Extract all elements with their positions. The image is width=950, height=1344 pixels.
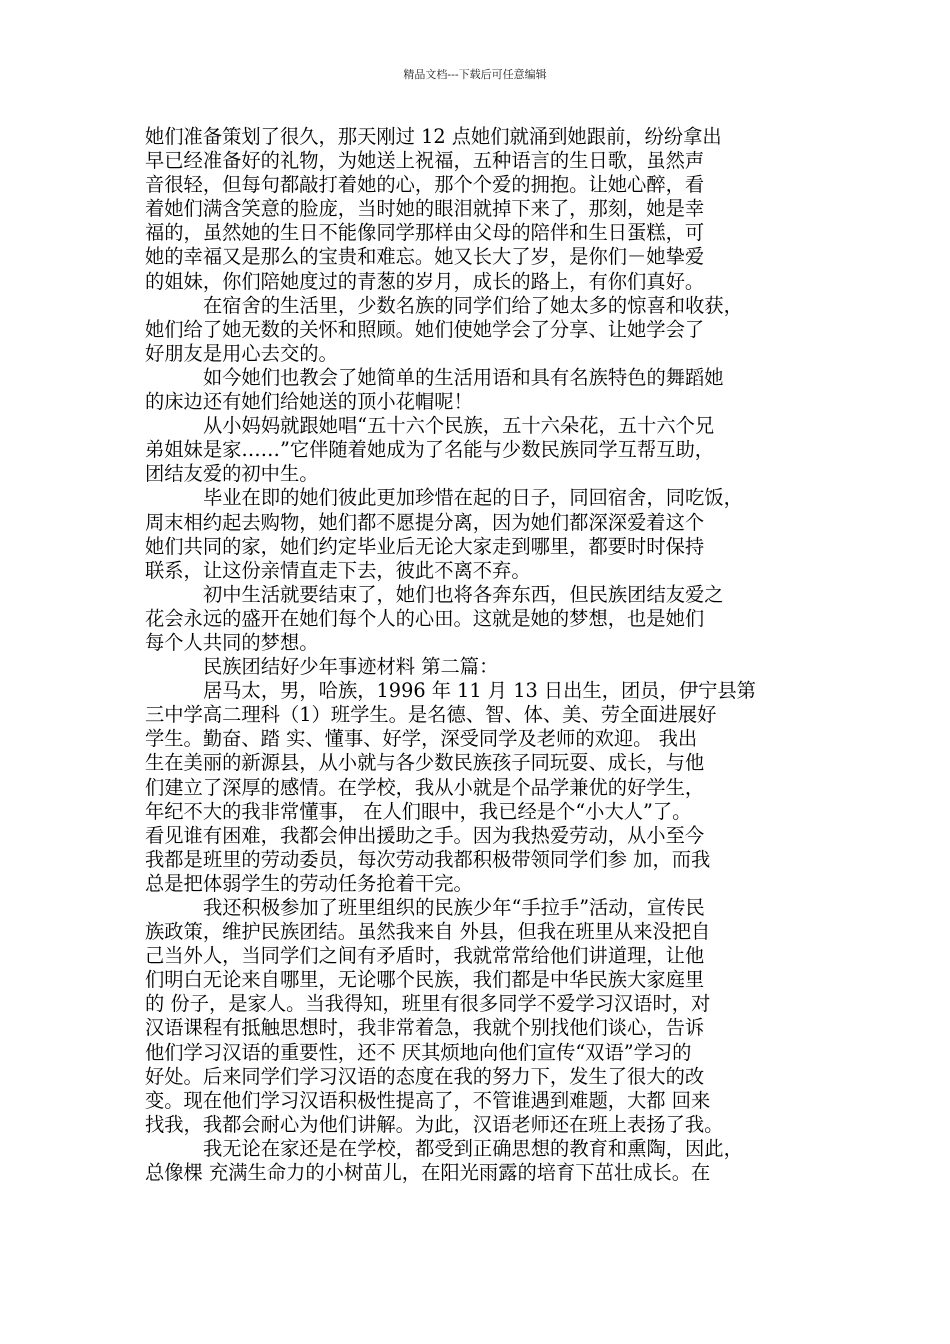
text-line: 她们共同的家，她们约定毕业后无论大家走到哪里，都要时时保持 [145, 534, 705, 558]
text-line: 变。现在他们学习汉语积极性提高了，不管谁遇到难题，大都 回来 [145, 1088, 711, 1112]
text-line: 她的幸福又是那么的宝贵和难忘。她又长大了岁，是你们－她挚爱 [145, 245, 705, 269]
text-line: 好朋友是用心去交的。 [145, 341, 338, 365]
text-line: 周末相约起去购物，她们都不愿提分离，因为她们都深深爱着这个 [145, 510, 705, 534]
text-line: 的床边还有她们给她送的顶小花帽呢！ [145, 390, 473, 414]
text-line: 在宿舍的生活里，少数名族的同学们给了她太多的惊喜和收获， [203, 293, 743, 317]
page-header: 精品文档---下载后可任意编辑 [403, 68, 547, 81]
text-line: 年纪不大的我非常懂事， 在人们眼中，我已经是个“小大人”了。 [145, 799, 692, 823]
text-line: 联系，让这份亲情直走下去，彼此不离不弃。 [145, 558, 531, 582]
text-line: 们明白无论来自哪里，无论哪个民族，我们都是中华民族大家庭里 [145, 968, 705, 992]
text-line: 学生。勤奋、踏 实、懂事、好学，深受同学及老师的欢迎。 我出 [145, 727, 698, 751]
text-line: 初中生活就要结束了，她们也将各奔东西，但民族团结友爱之 [203, 582, 724, 606]
text-line: 民族团结好少年事迹材料 第二篇： [203, 655, 499, 679]
text-line: 我都是班里的劳动委员，每次劳动我都积极带领同学们参 加，而我 [145, 847, 711, 871]
text-line: 着她们满含笑意的脸庞，当时她的眼泪就掉下来了，那刻，她是幸 [145, 197, 705, 221]
text-line: 总是把体弱学生的劳动任务抢着干完。 [145, 871, 473, 895]
text-line: 己当外人，当同学们之间有矛盾时，我就常常给他们讲道理，让他 [145, 944, 705, 968]
text-line: 他们学习汉语的重要性，还不 厌其烦地向他们宣传“双语”学习的 [145, 1040, 692, 1064]
text-line: 福的，虽然她的生日不能像同学那样由父母的陪伴和生日蛋糕，可 [145, 221, 705, 245]
document-body [145, 125, 810, 1185]
text-line: 好处。后来同学们学习汉语的态度在我的努力下，发生了很大的改 [145, 1064, 705, 1088]
text-line: 我无论在家还是在学校，都受到正确思想的教育和熏陶，因此， [203, 1136, 743, 1160]
text-line: 如今她们也教会了她简单的生活用语和具有名族特色的舞蹈她 [203, 365, 724, 389]
text-line: 居马太，男，哈族，1996 年 11 月 13 日出生，团员，伊宁县第 [203, 679, 756, 703]
text-line: 她们准备策划了很久，那天刚过 12 点她们就涌到她跟前，纷纷拿出 [145, 125, 722, 148]
text-line: 汉语课程有抵触思想时，我非常着急，我就个别找他们谈心，告诉 [145, 1016, 705, 1040]
text-line: 们建立了深厚的感情。在学校，我从小就是个品学兼优的好学生， [145, 775, 705, 799]
text-line: 三中学高二理科（1）班学生。是名德、智、体、美、劳全面进展好 [145, 703, 717, 727]
text-line: 总像棵 充满生命力的小树苗儿，在阳光雨露的培育下茁壮成长。在 [145, 1161, 711, 1185]
text-line: 团结友爱的初中生。 [145, 462, 319, 486]
text-line: 我还积极参加了班里组织的民族少年“手拉手”活动，宣传民 [203, 896, 705, 919]
text-line: 花会永远的盛开在她们每个人的心田。这就是她的梦想，也是她们 [145, 606, 705, 630]
text-line: 的 份子，是家人。当我得知，班里有很多同学不爱学习汉语时，对 [145, 992, 711, 1016]
text-line: 的姐妹，你们陪她度过的青葱的岁月，成长的路上，有你们真好。 [145, 269, 705, 293]
text-line: 每个人共同的梦想。 [145, 630, 319, 654]
text-line: 找我，我都会耐心为他们讲解。为此，汉语老师还在班上表扬了我。 [145, 1112, 724, 1136]
text-line: 音很轻，但每句都敲打着她的心，那个个爱的拥抱。让她心醉，看 [145, 173, 705, 197]
text-line: 毕业在即的她们彼此更加珍惜在起的日子，同回宿舍，同吃饭， [203, 486, 743, 510]
text-line: 生在美丽的新源县，从小就与各少数民族孩子同玩耍、成长，与他 [145, 751, 705, 775]
text-line: 弟姐妹是家……”它伴随着她成为了名能与少数民族同学互帮互助， [145, 438, 715, 462]
text-line: 看见谁有困难，我都会伸出援助之手。因为我热爱劳动，从小至今 [145, 823, 705, 847]
text-line: 从小妈妈就跟她唱“五十六个民族，五十六朵花，五十六个兄 [203, 414, 715, 438]
text-line: 族政策，维护民族团结。虽然我来自 外县，但我在班里从来没把自 [145, 920, 711, 944]
text-line: 早已经准备好的礼物，为她送上祝福，五种语言的生日歌，虽然声 [145, 149, 705, 173]
text-line: 她们给了她无数的关怀和照顾。她们使她学会了分享、让她学会了 [145, 317, 705, 341]
